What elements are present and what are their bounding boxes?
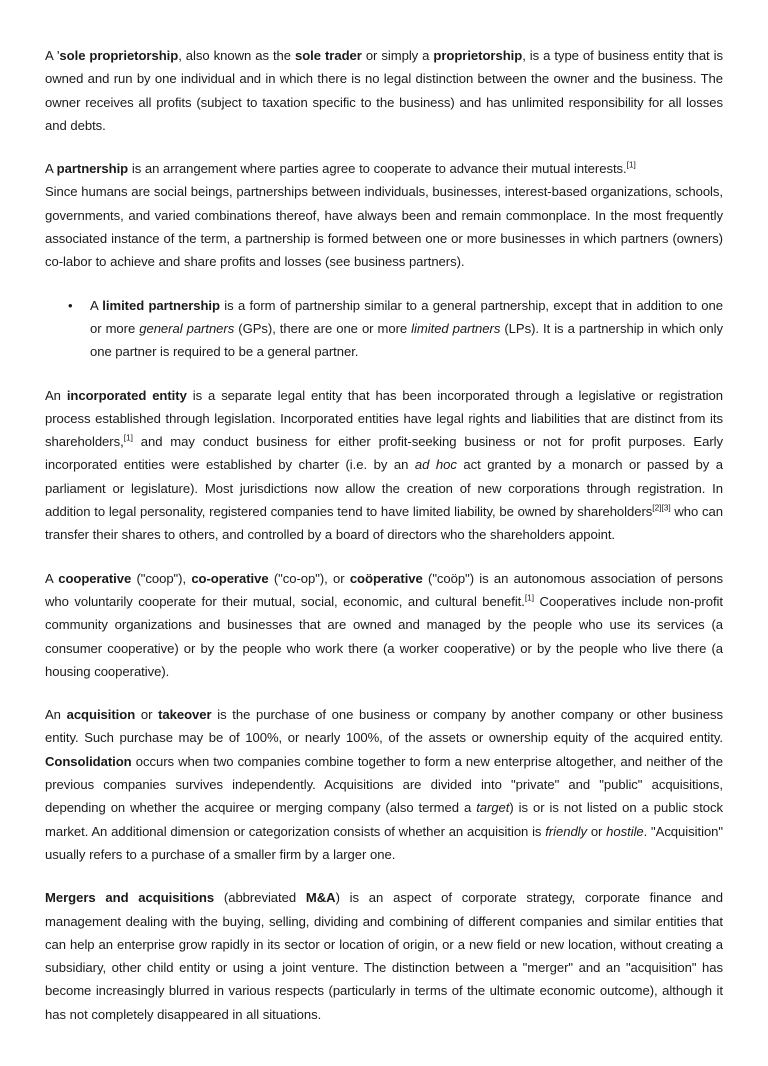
italic-term: ad hoc — [414, 457, 457, 473]
paragraph-partnership — [45, 157, 723, 273]
text-run: act granted by a monarch or passed by a parliament or legislature). Most jurisdictions now allow the creation of new corporations through registration. In addition to legal personality, registered companies tend to have limited liability, be owned by shareholders — [45, 457, 723, 520]
text-run: An — [45, 387, 67, 403]
text-run: ) is or is not listed on a public stock market. An additional dimension or categorization consists of whether an acquisition is — [45, 800, 724, 839]
text-run: is a separate legal entity that has been incorporated through a legislative or registration process established through legislation. Incorporated entities have legal rights and liabilities that are distinct from its shareholders, — [45, 387, 723, 450]
text-run: who can transfer their shares to others, and controlled by a board of directors who the shareholders appoint. — [45, 504, 723, 543]
italic-term: general partners — [139, 320, 235, 336]
paragraph-cooperative — [45, 567, 723, 683]
text-run: ("coöp") is an autonomous association of persons who voluntarily cooperate for their mutual, social, economic, and cultural benefit. — [45, 570, 723, 609]
text-run: is the purchase of one business or company by another company or other business entity. Such purchase may be of 100%, or nearly 100%, of the assets or ownership equity of the acquired entity. — [45, 707, 723, 746]
paragraph-mergers-and-acquisitions — [45, 886, 723, 1026]
bold-term: Mergers and acquisitions — [45, 890, 215, 906]
bold-term: sole trader — [295, 48, 362, 63]
text-run: Since humans are social beings, partnerships between individuals, businesses, interest-based organizations, schools, governments, and varied combinations thereof, have always been and remain commonplace. In the most frequently associated instance of the term, a partnership is formed between one or more businesses in which partners (owners) co-labor to achieve and share profits and losses (see business partners). — [45, 184, 723, 270]
bullet-icon: • — [68, 297, 73, 313]
text-run: A — [90, 297, 103, 313]
text-run: or — [587, 823, 607, 839]
italic-term: hostile — [606, 823, 644, 839]
text-run: is an arrangement where parties agree to cooperate to advance their mutual interests. — [128, 161, 627, 177]
bold-term: M&A — [305, 890, 336, 906]
italic-term: target — [476, 800, 510, 816]
italic-term: friendly — [545, 823, 588, 839]
bullet-list-limited-partnership — [45, 294, 723, 364]
text-run: is a form of partnership similar to a general partnership, except that in addition to one or more — [90, 297, 723, 336]
paragraph-sole-proprietorship — [45, 44, 723, 137]
bold-term: incorporated entity — [66, 387, 187, 403]
text-run: ("coop"), — [131, 570, 192, 586]
bold-term: Consolidation — [45, 753, 132, 769]
italic-term: limited partners — [411, 320, 501, 336]
text-run: ) is an aspect of corporate strategy, corporate finance and management dealing with the buying, selling, dividing and combining of different companies and similar entities that can help an enterprise grow rapidly in its sector or location of origin, or a new field or new location, without creating a subsidiary, other child entity or using a joint venture. The distinction between a "merger" and an "acquisition" has become increasingly blurred in various respects (particularly in terms of the ultimate economic outcome), although it has not completely disappeared in all situations. — [45, 890, 723, 1022]
bold-term: cooperative — [58, 570, 132, 586]
text-run: Cooperatives include non-profit community organizations and businesses that are owned and managed by the people who use its services (a consumer cooperative) or by the people who work there (a worker cooperative) or by the people who live there (a housing cooperative). — [45, 593, 723, 679]
bold-term: proprietorship — [433, 48, 523, 63]
paragraph-acquisition — [45, 703, 723, 866]
text-run: (LPs). It is a partnership in which only one partner is required to be a general partner. — [90, 320, 723, 360]
text-run: or simply a — [361, 48, 434, 63]
citation-marker[interactable]: [2][3] — [652, 502, 671, 513]
bold-term: acquisition — [66, 707, 136, 723]
text-run: and may conduct business for either profit-seeking business or not for profit purposes. Early incorporated entities were established by charter (i.e. by an — [45, 434, 723, 473]
text-run: occurs when two companies combine together to form a new enterprise altogether, and neither of the previous companies survives independently. Acquisitions are divided into "private" and "public" acquisitions, depending on whether the acquiree or merging company (also termed a — [45, 753, 723, 816]
paragraph-lead-line — [45, 157, 723, 180]
bold-term: limited partnership — [102, 297, 220, 313]
bold-term: partnership — [56, 161, 129, 177]
text-run: A — [45, 570, 59, 586]
bold-term: takeover — [158, 707, 212, 723]
text-run: ("co-op"), or — [268, 570, 350, 586]
bold-term: coöperative — [349, 570, 423, 586]
text-run: A — [45, 161, 57, 177]
text-run: . "Acquisition" usually refers to a purchase of a smaller firm by a larger one. — [45, 823, 723, 862]
citation-marker[interactable]: [1] — [524, 592, 535, 603]
bold-term: sole proprietorship — [59, 48, 179, 63]
citation-marker[interactable]: [1] — [626, 159, 636, 170]
text-run: or — [135, 707, 159, 723]
text-run: , is a type of business entity that is owned and run by one individual and in which there is no legal distinction between the owner and the business. The owner receives all profits (subject to taxation specific to the business) and has unlimited responsibility for all losses and debts. — [45, 48, 723, 133]
text-run: , also known as the — [178, 48, 295, 63]
text-run: (abbreviated — [214, 890, 306, 906]
bold-term: co-operative — [191, 570, 269, 586]
text-run: An — [45, 707, 67, 723]
text-run: A ' — [45, 48, 60, 63]
list-item — [45, 294, 723, 364]
document-body — [45, 44, 723, 1026]
paragraph-incorporated-entity — [45, 384, 723, 547]
text-run: (GPs), there are one or more — [234, 320, 412, 336]
citation-marker[interactable]: [1] — [123, 432, 133, 443]
